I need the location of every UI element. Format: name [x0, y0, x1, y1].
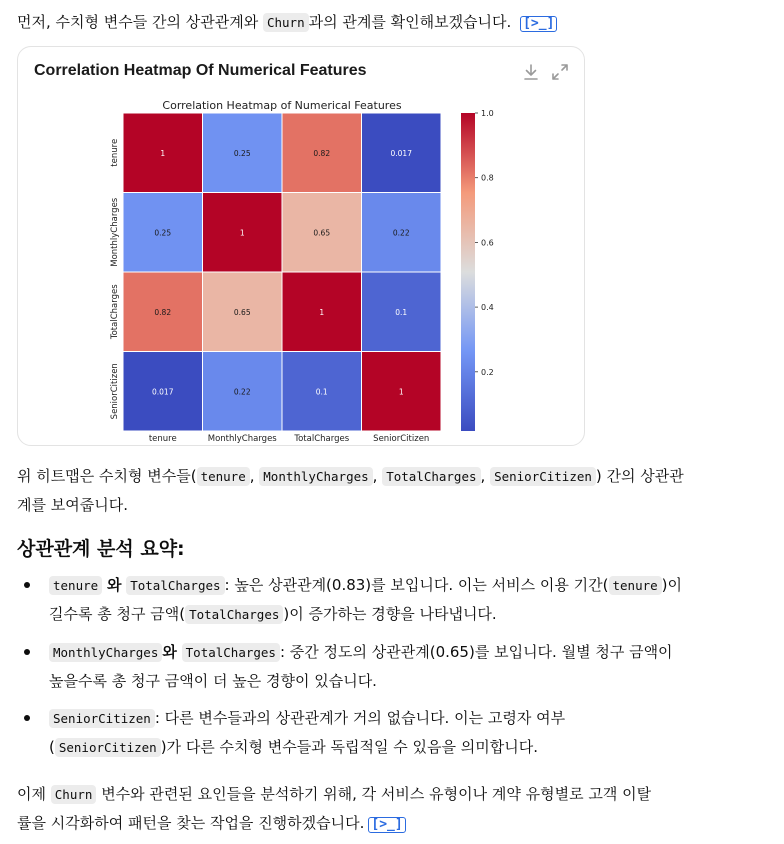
- x-tick-label: TotalCharges: [294, 434, 350, 444]
- cell-annotation: 0.017: [390, 148, 412, 158]
- cell-annotation: 1: [160, 148, 166, 158]
- colorbar-tick-label: 0.8: [481, 173, 494, 183]
- colorbar-tick-label: 0.4: [481, 303, 494, 313]
- cell-annotation: 1: [319, 307, 325, 317]
- cell-annotation: 0.1: [315, 387, 328, 397]
- cell-annotation: 0.65: [233, 307, 251, 317]
- list-item: tenure 와 TotalCharges : 높은 상관관계(0.83)를 보입니다. 이는 서비스 이용 기간( tenure )이 길수록 총 청구 금액( TotalCharges )이 증가하는 경향을 나타냅니다.: [17, 571, 757, 629]
- code-link-icon[interactable]: [>_]: [368, 817, 405, 833]
- y-tick-label: TotalCharges: [110, 284, 120, 340]
- code-seniorcitizen: SeniorCitizen: [490, 467, 596, 486]
- y-tick-label: SeniorCitizen: [110, 363, 120, 420]
- cell-annotation: 0.22: [233, 387, 251, 397]
- x-tick-label: MonthlyCharges: [207, 434, 277, 444]
- code-link-icon[interactable]: [>_]: [520, 16, 557, 32]
- intro-text: 먼저, 수치형 변수들 간의 상관관계와 Churn 과의 관계를 확인해보겠습니다. [>_]: [17, 8, 557, 37]
- cell-annotation: 0.017: [152, 387, 174, 397]
- code-churn: Churn: [263, 13, 309, 32]
- heatmap-title: Correlation Heatmap of Numerical Features: [162, 99, 402, 112]
- colorbar-tick-label: 1.0: [481, 109, 494, 118]
- colorbar: [461, 113, 475, 431]
- cell-annotation: 0.65: [313, 228, 331, 238]
- y-tick-label: MonthlyCharges: [110, 197, 120, 267]
- cell-annotation: 0.25: [233, 148, 251, 158]
- cell-annotation: 1: [239, 228, 245, 238]
- cell-annotation: 0.25: [154, 228, 172, 238]
- cell-annotation: 1: [398, 387, 404, 397]
- card-title: Correlation Heatmap Of Numerical Features: [34, 62, 367, 79]
- outro-text: 이제 Churn 변수와 관련된 요인들을 분석하기 위해, 각 서비스 유형이나 계약 유형별로 고객 이탈 률을 시각화하여 패턴을 찾는 작업을 진행하겠습니다. [>_]: [17, 785, 652, 832]
- list-item: SeniorCitizen : 다른 변수들과의 상관관계가 거의 없습니다. 이는 고령자 여부 ( SeniorCitizen )가 다른 수치형 변수들과 독립적일 수 있음을 의미합니다.: [17, 704, 757, 762]
- code-tenure: tenure: [197, 467, 250, 486]
- code-churn: Churn: [51, 785, 97, 804]
- cell-annotation: 0.82: [313, 148, 331, 158]
- cell-annotation: 0.82: [154, 307, 172, 317]
- y-tick-label: tenure: [110, 138, 120, 167]
- bullet: [24, 582, 30, 588]
- colorbar-tick-label: 0.2: [481, 367, 494, 377]
- correlation-heatmap: [18, 47, 584, 445]
- code-monthlycharges: MonthlyCharges: [259, 467, 372, 486]
- summary-heading: 상관관계 분석 요약:: [17, 538, 185, 560]
- list-item: MonthlyCharges 와 TotalCharges : 중간 정도의 상관관계(0.65)를 보입니다. 월별 청구 금액이 높을수록 총 청구 금액이 더 높은 경향이 있습니다.: [17, 638, 757, 695]
- summary-list: [17, 571, 757, 771]
- x-tick-label: tenure: [148, 434, 177, 444]
- heatmap-description: 위 히트맵은 수치형 변수들( tenure , MonthlyCharges , TotalCharges , SeniorCitizen ) 간의 상관관 계를 보여줍니다.: [17, 467, 684, 514]
- colorbar-tick-label: 0.6: [481, 238, 494, 248]
- x-tick-label: SeniorCitizen: [373, 434, 430, 444]
- bullet: [24, 715, 30, 721]
- bullet: [24, 649, 30, 655]
- code-totalcharges: TotalCharges: [382, 467, 480, 486]
- chart-card: [17, 46, 585, 446]
- cell-annotation: 0.22: [392, 228, 410, 238]
- cell-annotation: 0.1: [395, 307, 408, 317]
